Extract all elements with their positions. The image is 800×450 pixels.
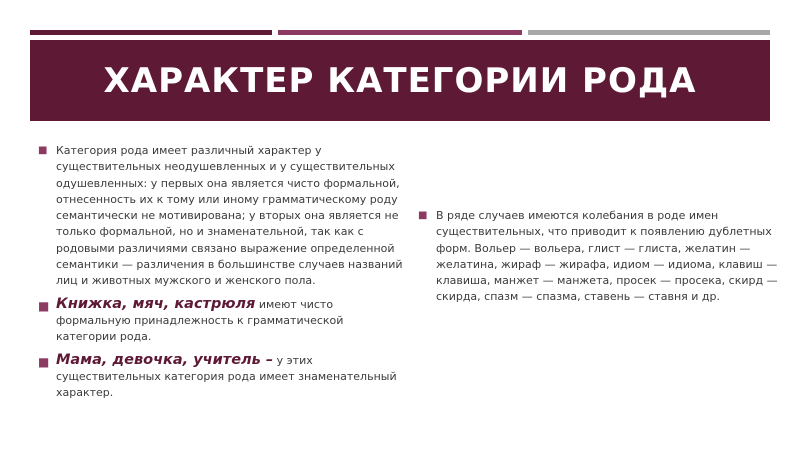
top-accent-bar-gray <box>528 30 770 35</box>
left-bullet-3 <box>38 352 403 402</box>
square-bullet-icon: ■ <box>38 354 50 369</box>
left-bullet-2-emphasis: Книжка, мяч, кастрюля <box>56 295 256 312</box>
slide-title: ХАРАКТЕР КАТЕГОРИИ РОДА <box>103 60 697 101</box>
title-band <box>30 40 770 121</box>
right-bullet-1-text: В ряде случаев имеются колебания в роде имен существительных, что приводит к появлению дублетных форм. Вольер — вольера, глист — глиста, желатин — желатина, жираф — жирафа, идиом — идиома, клавиш — клавиша, манжет — манжета, просек — просека, скирд — скирда, спазм — спазма, ставень — ставня и др. <box>436 209 778 304</box>
left-bullet-2 <box>38 296 403 346</box>
top-accent-bar-mid <box>278 30 522 35</box>
square-bullet-icon: ■ <box>38 145 48 156</box>
left-bullet-1 <box>38 143 403 290</box>
left-bullet-3-text: у этих существительных категория рода имеет знаменательный характер. <box>56 353 397 400</box>
left-bullet-1-text: Категория рода имеет различный характер у существительных неодушевленных и у существительных одушевленных: у первых она является чисто формальной, отнесенность их к тому или иному грамматическому роду семантически не мотивирована; у вторых она является не только формальной, но и знаменательной, так как с родовыми различиями связано выражение определенной семантики — различения в большинстве случаев названий лиц и животных мужского и женского пола. <box>56 144 403 288</box>
right-column <box>418 208 780 306</box>
square-bullet-icon: ■ <box>38 298 50 313</box>
right-bullet-1 <box>418 208 780 306</box>
top-accent-bar-dark <box>30 30 272 35</box>
left-bullet-2-text: имеют чисто формальную принадлежность к грамматической категории рода. <box>56 297 344 344</box>
left-bullet-3-emphasis: Мама, девочка, учитель – <box>56 351 274 368</box>
square-bullet-icon: ■ <box>418 210 428 221</box>
left-column <box>38 143 403 401</box>
